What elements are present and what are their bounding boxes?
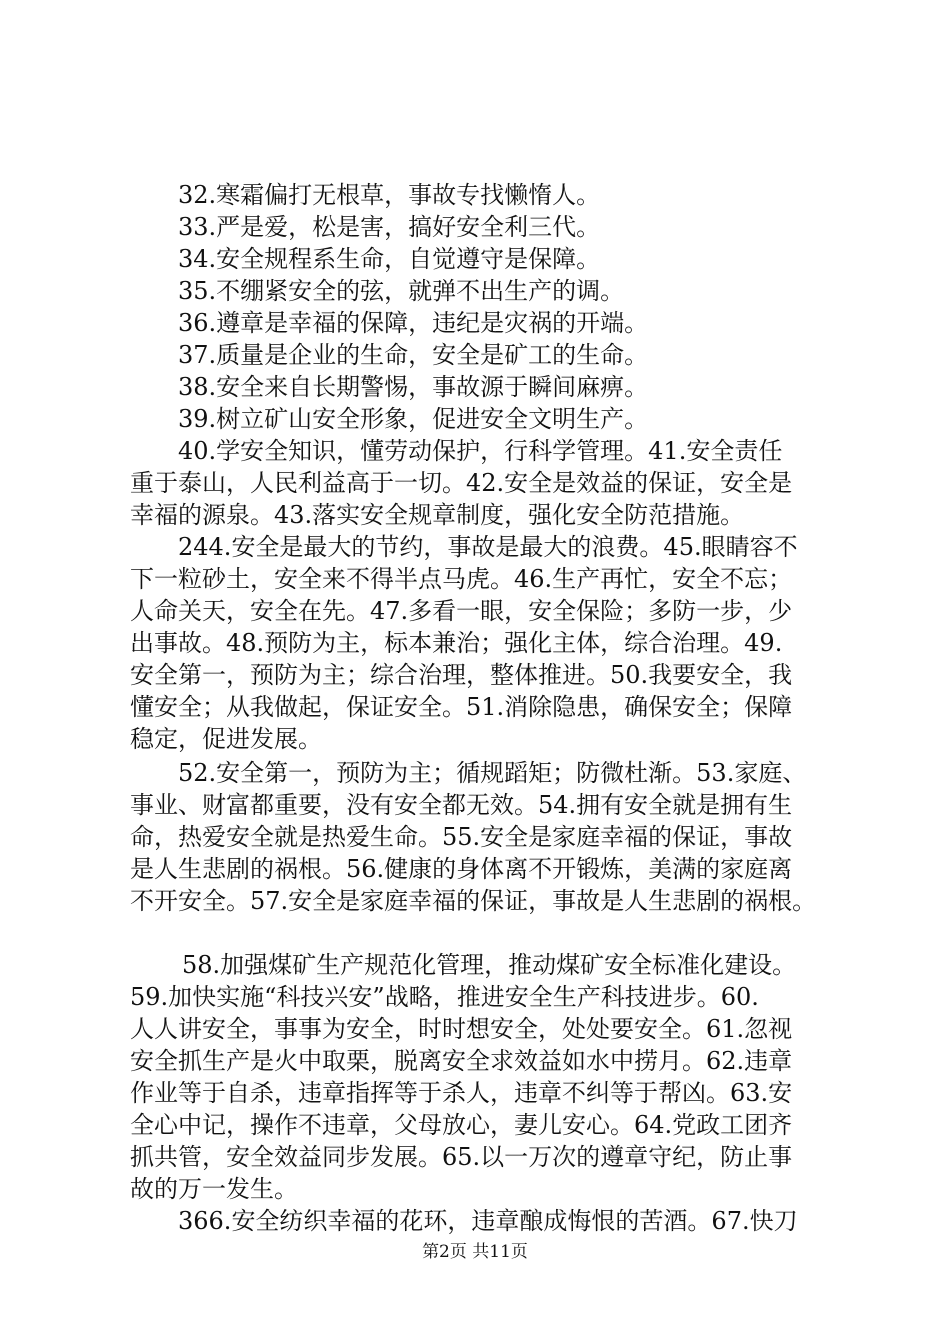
text-line: 52.安全第一，预防为主；循规蹈矩；防微杜渐。53.家庭、 — [178, 759, 807, 787]
text-line: 下一粒砂土，安全来不得半点马虎。46.生产再忙，安全不忘； — [130, 565, 793, 593]
text-line: 58.加强煤矿生产规范化管理，推动煤矿安全标准化建设。 — [182, 951, 797, 979]
text-line: 366.安全纺织幸福的花环，违章酿成悔恨的苦酒。67.快刀 — [178, 1207, 798, 1235]
text-line: 39.树立矿山安全形象，促进安全文明生产。 — [178, 405, 649, 433]
text-line: 重于泰山，人民利益高于一切。42.安全是效益的保证，安全是 — [130, 469, 793, 497]
text-line: 作业等于自杀，违章指挥等于杀人，违章不纠等于帮凶。63.安 — [130, 1079, 793, 1107]
text-line: 40.学安全知识，懂劳动保护，行科学管理。41.安全责任 — [178, 437, 783, 465]
text-line: 稳定，促进发展。 — [130, 725, 322, 753]
text-line: 事业、财富都重要，没有安全都无效。54.拥有安全就是拥有生 — [130, 791, 793, 819]
text-line: 35.不绷紧安全的弦，就弹不出生产的调。 — [178, 277, 625, 305]
text-line: 人命关天，安全在先。47.多看一眼，安全保险；多防一步，少 — [130, 597, 793, 625]
text-line: 34.安全规程系生命，自觉遵守是保障。 — [178, 245, 601, 273]
text-line: 安全第一，预防为主；综合治理，整体推进。50.我要安全，我 — [130, 661, 793, 689]
text-line: 36.遵章是幸福的保障，违纪是灾祸的开端。 — [178, 309, 649, 337]
text-line: 幸福的源泉。43.落实安全规章制度，强化安全防范措施。 — [130, 501, 745, 529]
page-footer: 第2页 共11页 — [422, 1242, 528, 1262]
text-line: 懂安全；从我做起，保证安全。51.消除隐患，确保安全；保障 — [130, 693, 793, 721]
text-line: 不开安全。57.安全是家庭幸福的保证，事故是人生悲剧的祸根。 — [130, 887, 817, 915]
text-line: 244.安全是最大的节约，事故是最大的浪费。45.眼睛容不 — [178, 533, 798, 561]
text-line: 抓共管，安全效益同步发展。65.以一万次的遵章守纪，防止事 — [130, 1143, 793, 1171]
text-line: 37.质量是企业的生命，安全是矿工的生命。 — [178, 341, 649, 369]
text-line: 安全抓生产是火中取栗，脱离安全求效益如水中捞月。62.违章 — [130, 1047, 793, 1075]
text-line: 故的万一发生。 — [130, 1175, 298, 1203]
text-line: 人人讲安全，事事为安全，时时想安全，处处要安全。61.忽视 — [130, 1015, 793, 1043]
text-line: 出事故。48.预防为主，标本兼治；强化主体，综合治理。49. — [130, 629, 783, 657]
text-line: 全心中记，操作不违章，父母放心，妻儿安心。64.党政工团齐 — [130, 1111, 793, 1139]
text-line: 是人生悲剧的祸根。56.健康的身体离不开锻炼，美满的家庭离 — [130, 855, 793, 883]
text-line: 33.严是爱，松是害，搞好安全利三代。 — [178, 213, 601, 241]
text-line: 59.加快实施“科技兴安”战略，推进安全生产科技进步。60. — [130, 983, 759, 1011]
text-line: 38.安全来自长期警惕，事故源于瞬间麻痹。 — [178, 373, 649, 401]
text-line: 32.寒霜偏打无根草，事故专找懒惰人。 — [178, 181, 601, 209]
text-line: 命，热爱安全就是热爱生命。55.安全是家庭幸福的保证，事故 — [130, 823, 793, 851]
